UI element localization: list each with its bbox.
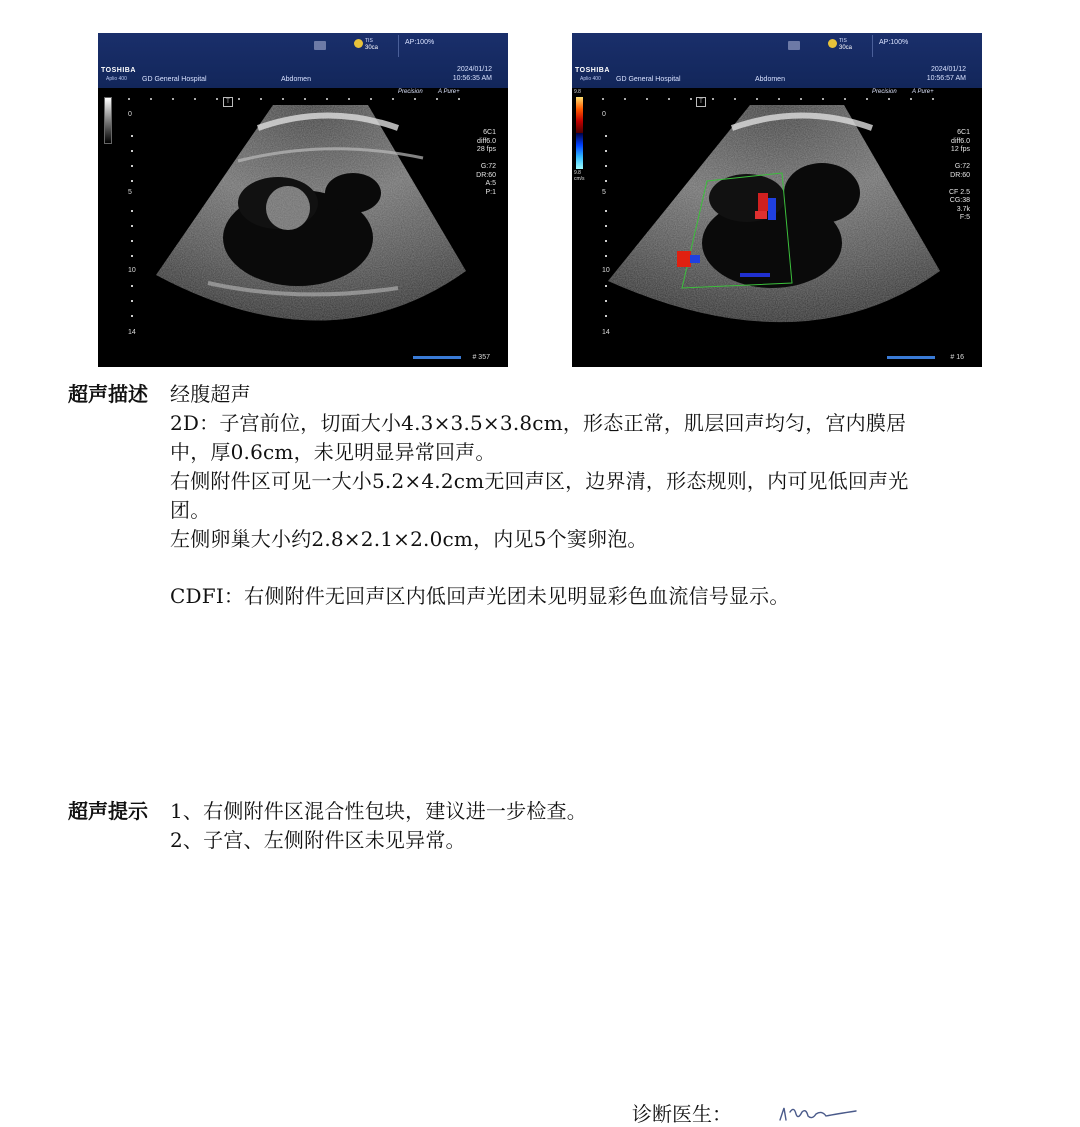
scan-time: 10:56:35 AM [452,75,492,82]
param [476,155,496,164]
frame-number: # 16 [950,354,964,361]
param: A:5 [485,180,496,187]
param: 12 fps [950,146,970,153]
thermal-index-value: 30ca [839,45,853,51]
sonogram-2d [98,33,508,367]
cine-bar [887,356,935,359]
param [949,180,970,189]
thermal-index-value: 30ca [365,45,379,51]
depth-label: 14 [602,329,610,336]
precision-label: Precision [398,89,423,95]
color-scale-bottom: 9.8 [574,170,581,176]
description-line: 经腹超声 [170,382,251,406]
frame-number: # 357 [472,354,490,361]
hospital-name: GD General Hospital [616,76,681,83]
top-ruler [602,98,932,102]
param: P:1 [485,188,496,196]
conclusion-label: 超声提示 [68,799,148,823]
depth-label: 10 [128,267,136,274]
scanner-model: Aplio 400 [580,76,601,82]
doctor-signature [776,1102,860,1126]
param: DR:60 [950,171,970,179]
scan-date: 2024/01/12 [930,66,966,73]
param: 3.7k [956,205,970,213]
sonogram-doppler [572,33,982,367]
exam-region: Abdomen [755,76,785,83]
param: diff6.0 [951,137,970,145]
scanner-model: Aplio 400 [106,76,127,82]
depth-label: 5 [128,189,132,196]
param: 28 fps [476,146,496,153]
depth-scale [602,105,622,345]
param: CG:38 [949,197,970,204]
description-line: 中，厚0.6cm，未见明显异常回声。 [170,440,496,464]
acoustic-power: AP:100% [405,39,435,46]
cine-bar [413,356,461,359]
param: 6C1 [483,129,496,136]
depth-label: 5 [602,189,606,196]
acoustic-power: AP:100% [879,39,909,46]
depth-scale [128,105,148,345]
param: F:5 [959,214,970,221]
thermal-index-label: TIS [839,38,847,44]
depth-label: 10 [602,267,610,274]
description-line: 右侧附件区可见一大小5.2×4.2cm无回声区，边界清，形态规则，内可见低回声光 [170,469,909,493]
depth-label: 14 [128,329,136,336]
precision-label: Precision [872,89,897,95]
param [949,155,970,164]
apure-label: A Pure+ [438,89,460,95]
param: G:72 [480,163,496,170]
scan-time: 10:56:57 AM [926,75,966,82]
ultrasound-image-cdfi [572,33,982,367]
transducer-marker-icon: T [223,97,233,107]
hospital-name: GD General Hospital [142,76,207,83]
param: CF 2.5 [948,188,970,196]
scanner-brand: TOSHIBA [101,67,136,74]
param: G:72 [954,163,970,170]
thermal-index-label: TIS [365,38,373,44]
depth-label: 0 [602,111,606,118]
color-scale-top: 9.8 [574,89,581,95]
ultrasound-image-2d [98,33,508,367]
color-scale-unit: cm/s [574,176,585,182]
scan-parameters [476,129,496,197]
description-line: CDFI：右侧附件无回声区内低回声光团未见明显彩色血流信号显示。 [170,584,790,608]
exam-region: Abdomen [281,76,311,83]
description-label: 超声描述 [68,382,148,406]
conclusion-line: 2、子宫、左侧附件区未见异常。 [170,828,466,852]
transducer-marker-icon: T [696,97,706,107]
scan-date: 2024/01/12 [456,66,492,73]
param: 6C1 [957,129,970,136]
conclusion-line: 1、右侧附件区混合性包块，建议进一步检查。 [170,799,587,823]
apure-label: A Pure+ [912,89,934,95]
description-line: 左侧卵巢大小约2.8×2.1×2.0cm，内见5个窦卵泡。 [170,527,648,551]
scan-parameters [949,129,970,223]
top-ruler [128,98,458,102]
description-line: 团。 [170,498,211,522]
description-line: 2D：子宫前位，切面大小4.3×3.5×3.8cm，形态正常，肌层回声均匀，宫内膜居 [170,411,907,435]
diagnosing-doctor-label: 诊断医生： [632,1102,732,1126]
param: DR:60 [476,171,496,179]
scanner-brand: TOSHIBA [575,67,610,74]
depth-label: 0 [128,111,132,118]
param: diff6.0 [477,137,496,145]
